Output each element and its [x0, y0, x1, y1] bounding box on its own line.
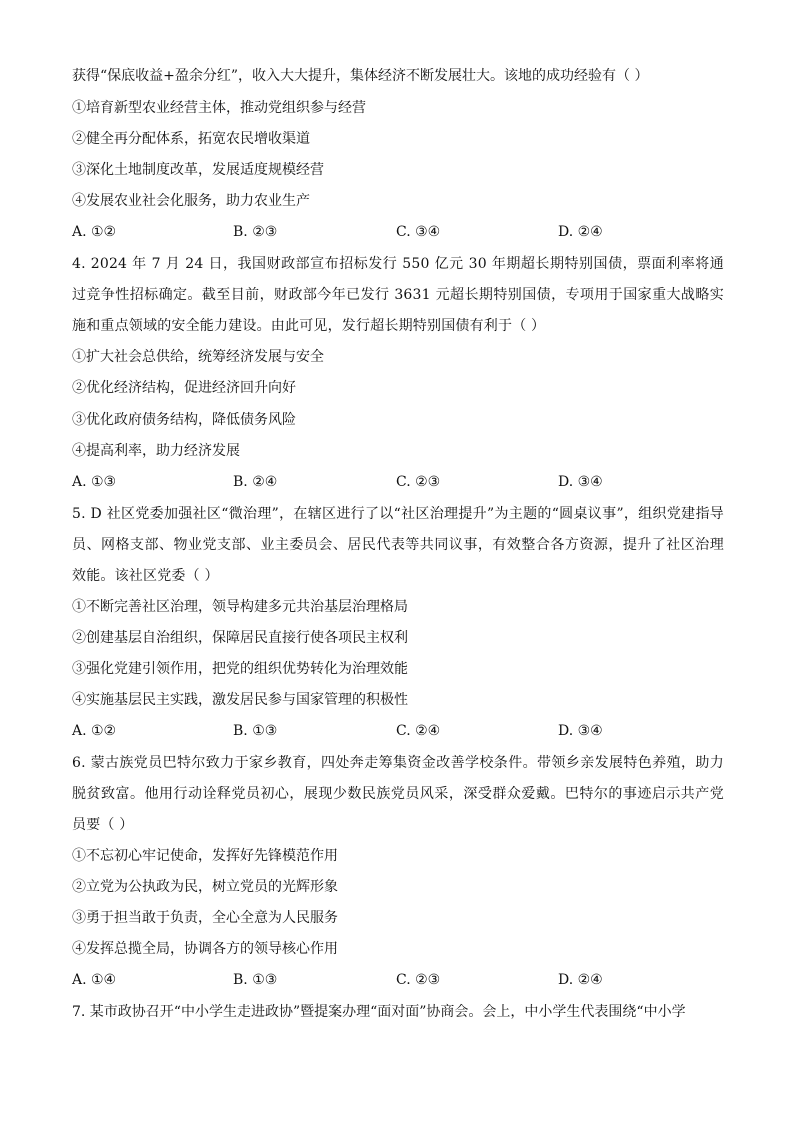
q3-option-c[interactable]: C. ③④	[396, 224, 441, 240]
q4-item-2: ②优化经济结构，促进经济回升向好	[72, 380, 296, 396]
q3-options	[72, 223, 724, 241]
q6-item-4: ④发挥总揽全局，协调各方的领导核心作用	[72, 941, 338, 957]
q6-item-3: ③勇于担当敢于负责，全心全意为人民服务	[72, 910, 338, 926]
q6-stem: 6. 蒙古族党员巴特尔致力于家乡教育，四处奔走筹集资金改善学校条件。带领乡亲发展特色养殖，助力脱贫致富。他用行动诠释党员初心，展现少数民族党员风采，深受群众爱戴。巴特尔的事迹启示共产党员要（ ）	[72, 755, 724, 833]
q6-option-d[interactable]: D. ②④	[558, 972, 603, 988]
q6-option-a[interactable]: A. ①④	[72, 972, 117, 988]
q5-item-1: ①不断完善社区治理，领导构建多元共治基层治理格局	[72, 599, 408, 615]
q4-item-4: ④提高利率，助力经济发展	[72, 443, 240, 459]
q5-option-b[interactable]: B. ①③	[233, 723, 278, 739]
q5-option-c[interactable]: C. ②④	[396, 723, 441, 739]
q4-item-3: ③优化政府债务结构，降低债务风险	[72, 412, 296, 428]
q4-stem: 4. 2024 年 7 月 24 日，我国财政部宣布招标发行 550 亿元 30 年期超长期特别国债，票面利率将通过竞争性招标确定。截至目前，财政部今年已发行 3631 元超长期特别国债，专项用于国家重大战略实施和重点领域的安全能力建设。由此可见，发行超长期特别国债有利于（ ）	[72, 256, 724, 334]
q6-option-b[interactable]: B. ①③	[233, 972, 278, 988]
q3-item-2: ②健全再分配体系，拓宽农民增收渠道	[72, 131, 310, 147]
q4-option-b[interactable]: B. ②④	[233, 474, 278, 490]
q6-item-1: ①不忘初心牢记使命，发挥好先锋模范作用	[72, 848, 338, 864]
q3-option-d[interactable]: D. ②④	[558, 224, 603, 240]
q3-item-1: ①培育新型农业经营主体，推动党组织参与经营	[72, 100, 366, 116]
q4-option-d[interactable]: D. ③④	[558, 474, 603, 490]
q3-option-a[interactable]: A. ①②	[72, 224, 117, 240]
q4-option-a[interactable]: A. ①③	[72, 474, 117, 490]
q5-option-d[interactable]: D. ③④	[558, 723, 603, 739]
q7-stem-head: 7. 某市政协召开“中小学生走进政协”暨提案办理“面对面”协商会。会上，中小学生代表围绕“中小学	[72, 1004, 686, 1020]
q4-options	[72, 473, 724, 491]
q4-item-1: ①扩大社会总供给，统筹经济发展与安全	[72, 349, 324, 365]
q3-option-b[interactable]: B. ②③	[233, 224, 278, 240]
q6-item-2: ②立党为公执政为民，树立党员的光辉形象	[72, 879, 338, 895]
q4-option-c[interactable]: C. ②③	[396, 474, 441, 490]
q6-option-c[interactable]: C. ②③	[396, 972, 441, 988]
q3-stem-tail: 获得“保底收益+盈余分红”，收入大大提升，集体经济不断发展壮大。该地的成功经验有（ ）	[72, 68, 649, 84]
q3-item-4: ④发展农业社会化服务，助力农业生产	[72, 193, 310, 209]
q5-options	[72, 722, 724, 740]
q5-item-2: ②创建基层自治组织，保障居民直接行使各项民主权利	[72, 630, 408, 646]
q3-item-3: ③深化土地制度改革，发展适度规模经营	[72, 162, 324, 178]
q6-options	[72, 971, 724, 989]
q5-item-4: ④实施基层民主实践，激发居民参与国家管理的积极性	[72, 692, 408, 708]
q5-stem: 5. D 社区党委加强社区“微治理”，在辖区进行了以“社区治理提升”为主题的“圆桌议事”，组织党建指导员、网格支部、物业党支部、业主委员会、居民代表等共同议事，有效整合各方资源，提升了社区治理效能。该社区党委（ ）	[72, 506, 724, 584]
q5-option-a[interactable]: A. ①②	[72, 723, 117, 739]
q5-item-3: ③强化党建引领作用，把党的组织优势转化为治理效能	[72, 661, 408, 677]
